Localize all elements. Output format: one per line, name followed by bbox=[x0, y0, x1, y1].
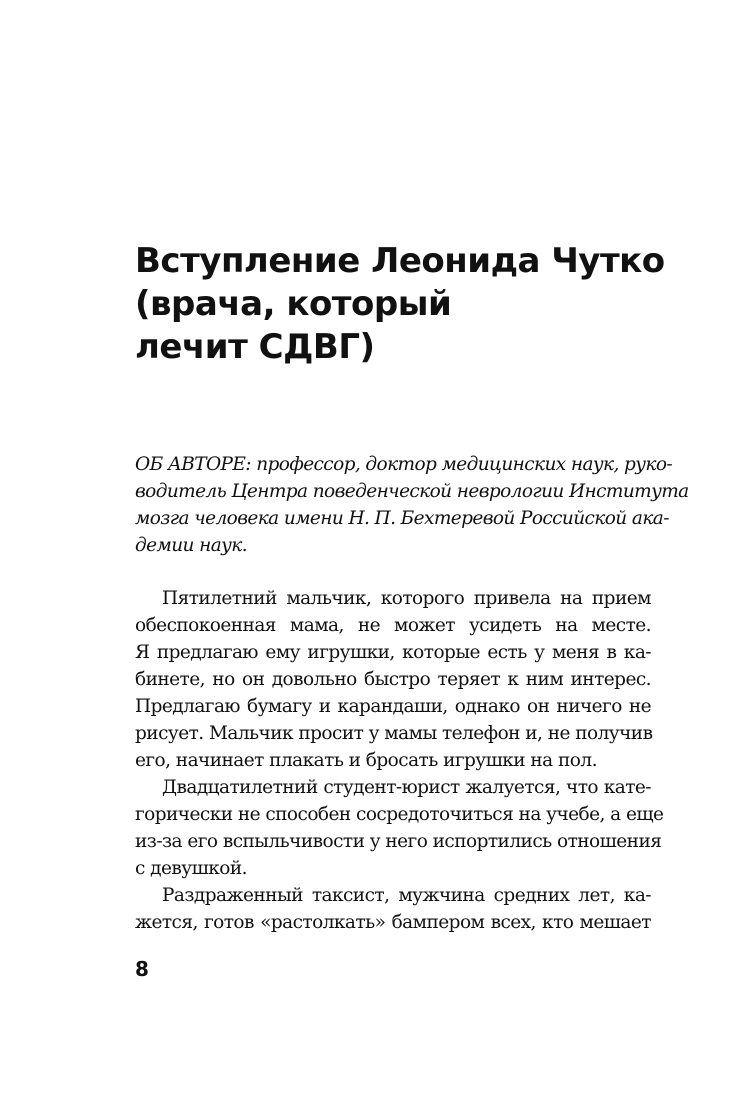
page-number: 8 bbox=[135, 957, 149, 981]
body-line: горически не способен сосредоточиться на учебе, а еще bbox=[135, 804, 664, 825]
about-line: мозга человека имени Н. П. Бехтеревой Российской ака- bbox=[135, 508, 669, 529]
chapter-title-line: (врача, который bbox=[135, 284, 452, 324]
body-line: Я предлагаю ему игрушки, которые есть у меня в ка- bbox=[135, 642, 651, 663]
about-author-note bbox=[135, 451, 689, 559]
about-line: ОБ АВТОРЕ: профессор, доктор медицинских наук, руко- bbox=[135, 454, 673, 475]
body-line: Раздраженный таксист, мужчина средних лет, ка- bbox=[162, 885, 651, 906]
body-line: бинете, но он довольно быстро теряет к ним интерес. bbox=[135, 669, 651, 690]
chapter-title-line: Вступление Леонида Чутко bbox=[135, 241, 665, 281]
chapter-title bbox=[135, 240, 675, 369]
body-line: жется, готов «растолкать» бампером всех, кто мешает bbox=[135, 912, 651, 933]
body-line: рисует. Мальчик просит у мамы телефон и, не получив bbox=[135, 723, 653, 744]
body-line: обеспокоенная мама, не может усидеть на месте. bbox=[135, 615, 651, 636]
about-line: демии наук. bbox=[135, 535, 247, 556]
about-line: водитель Центра поведенческой неврологии Института bbox=[135, 481, 689, 502]
body-line: Предлагаю бумагу и карандаши, однако он ничего не bbox=[135, 696, 651, 717]
body-line: его, начинает плакать и бросать игрушки на пол. bbox=[135, 750, 597, 771]
body-text bbox=[135, 585, 664, 936]
body-line: Пятилетний мальчик, которого привела на прием bbox=[162, 588, 651, 609]
body-line: из-за его вспыльчивости у него испортились отношения bbox=[135, 831, 662, 852]
chapter-title-line: лечит СДВГ) bbox=[135, 327, 375, 367]
body-line: Двадцатилетний студент-юрист жалуется, что кате- bbox=[162, 777, 651, 798]
body-line: с девушкой. bbox=[135, 858, 247, 879]
